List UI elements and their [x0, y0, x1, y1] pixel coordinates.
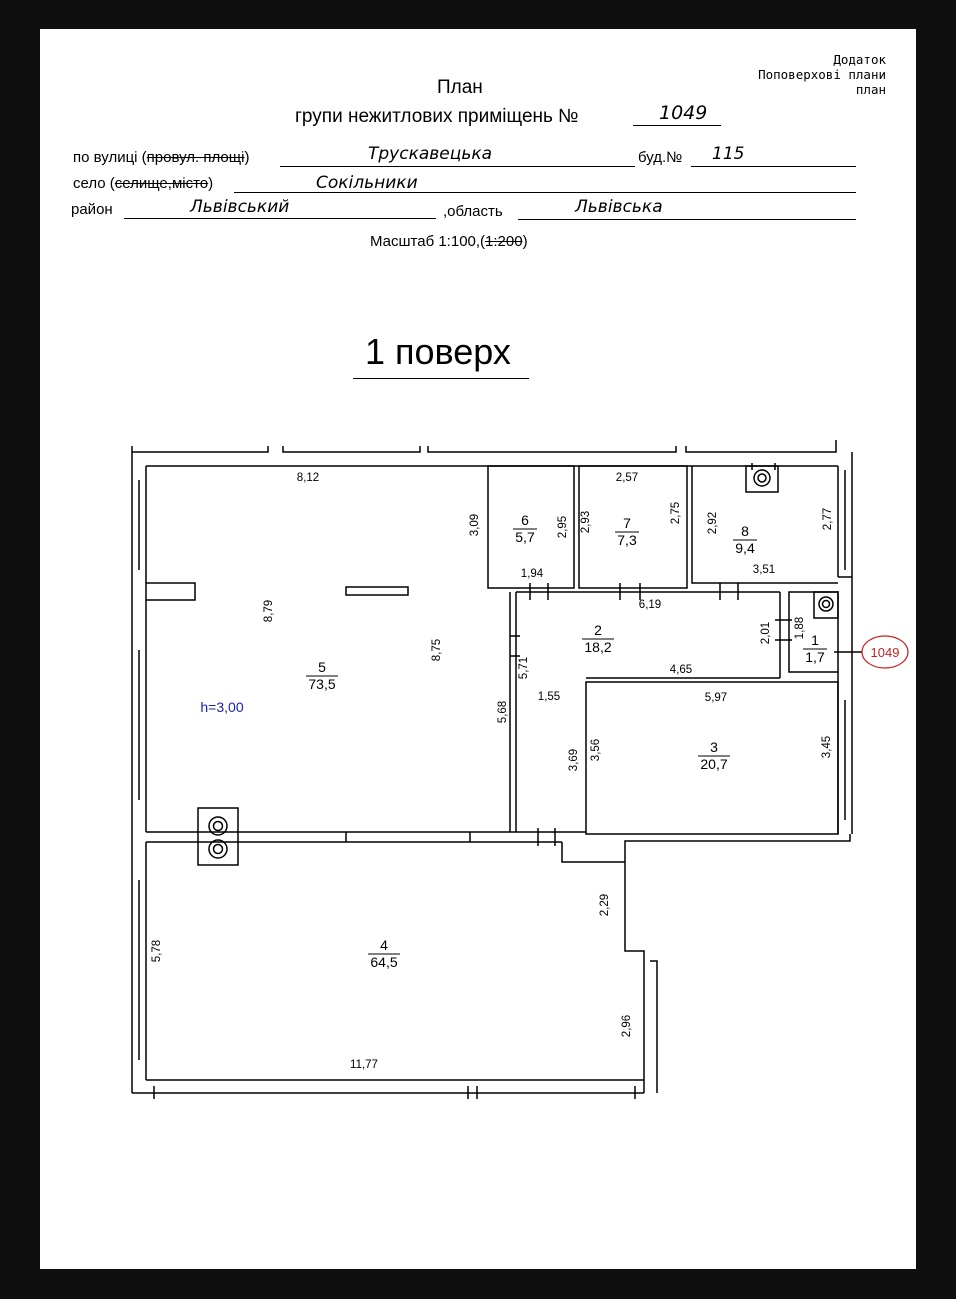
appendix-line-2: Поповерхові плани: [758, 67, 886, 82]
village-paren-close: ): [208, 175, 214, 192]
room-4: [368, 937, 400, 970]
room-number: 2: [594, 622, 602, 638]
room-area: 73,5: [308, 676, 336, 692]
region-label: ,область: [443, 203, 503, 220]
plan-subtitle: групи нежитлових приміщень №: [295, 106, 579, 127]
dimension-label: 5,71: [518, 656, 530, 680]
group-number: 1049: [659, 102, 708, 124]
region-value: Львівська: [575, 197, 663, 217]
room-area: 1,7: [805, 649, 825, 665]
dimension-label: 4,65: [669, 664, 693, 676]
dimension-label: 2,96: [621, 1014, 633, 1038]
dimension-label: 2,01: [760, 621, 772, 645]
room-area: 18,2: [584, 639, 612, 655]
document-sheet: [40, 29, 916, 1269]
district-value: Львівський: [190, 197, 290, 217]
plan-title: План: [437, 77, 483, 98]
scale-text: Масштаб 1:100,(: [370, 233, 486, 250]
appendix-line-3: план: [855, 82, 886, 97]
room-3: [698, 739, 730, 772]
stamp-number: 1049: [870, 645, 900, 660]
district-label: район: [71, 201, 113, 218]
floor-plan: [40, 29, 916, 1269]
dimension-label: 3,45: [821, 735, 833, 759]
dimension-label: 1,88: [794, 616, 806, 640]
room-area: 7,3: [617, 532, 637, 548]
appendix-line-1: Додаток: [833, 52, 886, 67]
dimension-label: 5,68: [497, 700, 509, 724]
scale-struck-text: 1:200: [485, 233, 523, 250]
dimension-label: 3,51: [752, 564, 776, 576]
street-paren-close: ): [244, 149, 250, 166]
dimension-label: 2,92: [707, 511, 719, 535]
room-number: 1: [811, 632, 819, 648]
room-5: [306, 659, 338, 692]
room-8: [733, 523, 757, 556]
room-1: [803, 632, 827, 665]
dimension-label: 1,94: [520, 568, 544, 580]
room-area: 9,4: [735, 540, 755, 556]
dimension-label: 3,56: [590, 738, 602, 762]
dimension-labels: [151, 472, 834, 1071]
scale-paren-close: ): [522, 233, 528, 250]
room-6: [513, 512, 537, 545]
floor-title: 1 поверх: [365, 331, 511, 372]
room-area: 64,5: [370, 954, 398, 970]
room-number: 4: [380, 937, 388, 953]
dimension-label: 3,09: [469, 513, 481, 537]
dimension-label: 2,95: [557, 515, 569, 539]
dimension-label: 2,77: [822, 507, 834, 531]
dimension-label: 5,97: [704, 692, 728, 704]
room-number: 6: [521, 512, 529, 528]
street-value: Трускавецька: [368, 144, 493, 164]
room-2: [582, 622, 614, 655]
street-label-text: по вулиці: [73, 149, 138, 166]
dimension-label: 5,78: [151, 939, 163, 963]
room-number: 3: [710, 739, 718, 755]
street-struck-text: провул. площі: [146, 149, 245, 166]
dimension-label: 6,19: [638, 599, 662, 611]
room-area: 5,7: [515, 529, 535, 545]
room-area: 20,7: [700, 756, 728, 772]
height-note: h=3,00: [200, 699, 244, 715]
dimension-label: 11,77: [350, 1059, 378, 1071]
dimension-label: 1,55: [537, 691, 561, 703]
building-label: буд.№: [638, 149, 683, 166]
room-number: 7: [623, 515, 631, 531]
dimension-label: 8,12: [296, 472, 320, 484]
dimension-label: 2,75: [670, 501, 682, 525]
dimension-label: 8,79: [263, 599, 275, 623]
street-paren-open: (: [141, 149, 147, 166]
dimension-label: 8,75: [431, 638, 443, 662]
dimension-label: 2,29: [599, 893, 611, 917]
room-number: 8: [741, 523, 749, 539]
room-labels: [306, 512, 827, 970]
room-number: 5: [318, 659, 326, 675]
dimension-label: 3,69: [568, 748, 580, 772]
village-value: Сокільники: [316, 173, 418, 193]
dimension-label: 2,57: [615, 472, 639, 484]
village-struck-text: селище,місто: [114, 175, 209, 192]
plan-walls: [132, 440, 862, 1099]
dimension-label: 2,93: [580, 510, 592, 534]
group-stamp: [862, 636, 908, 668]
village-label-text: село (: [73, 175, 115, 192]
building-value: 115: [712, 144, 745, 164]
room-7: [615, 515, 639, 548]
